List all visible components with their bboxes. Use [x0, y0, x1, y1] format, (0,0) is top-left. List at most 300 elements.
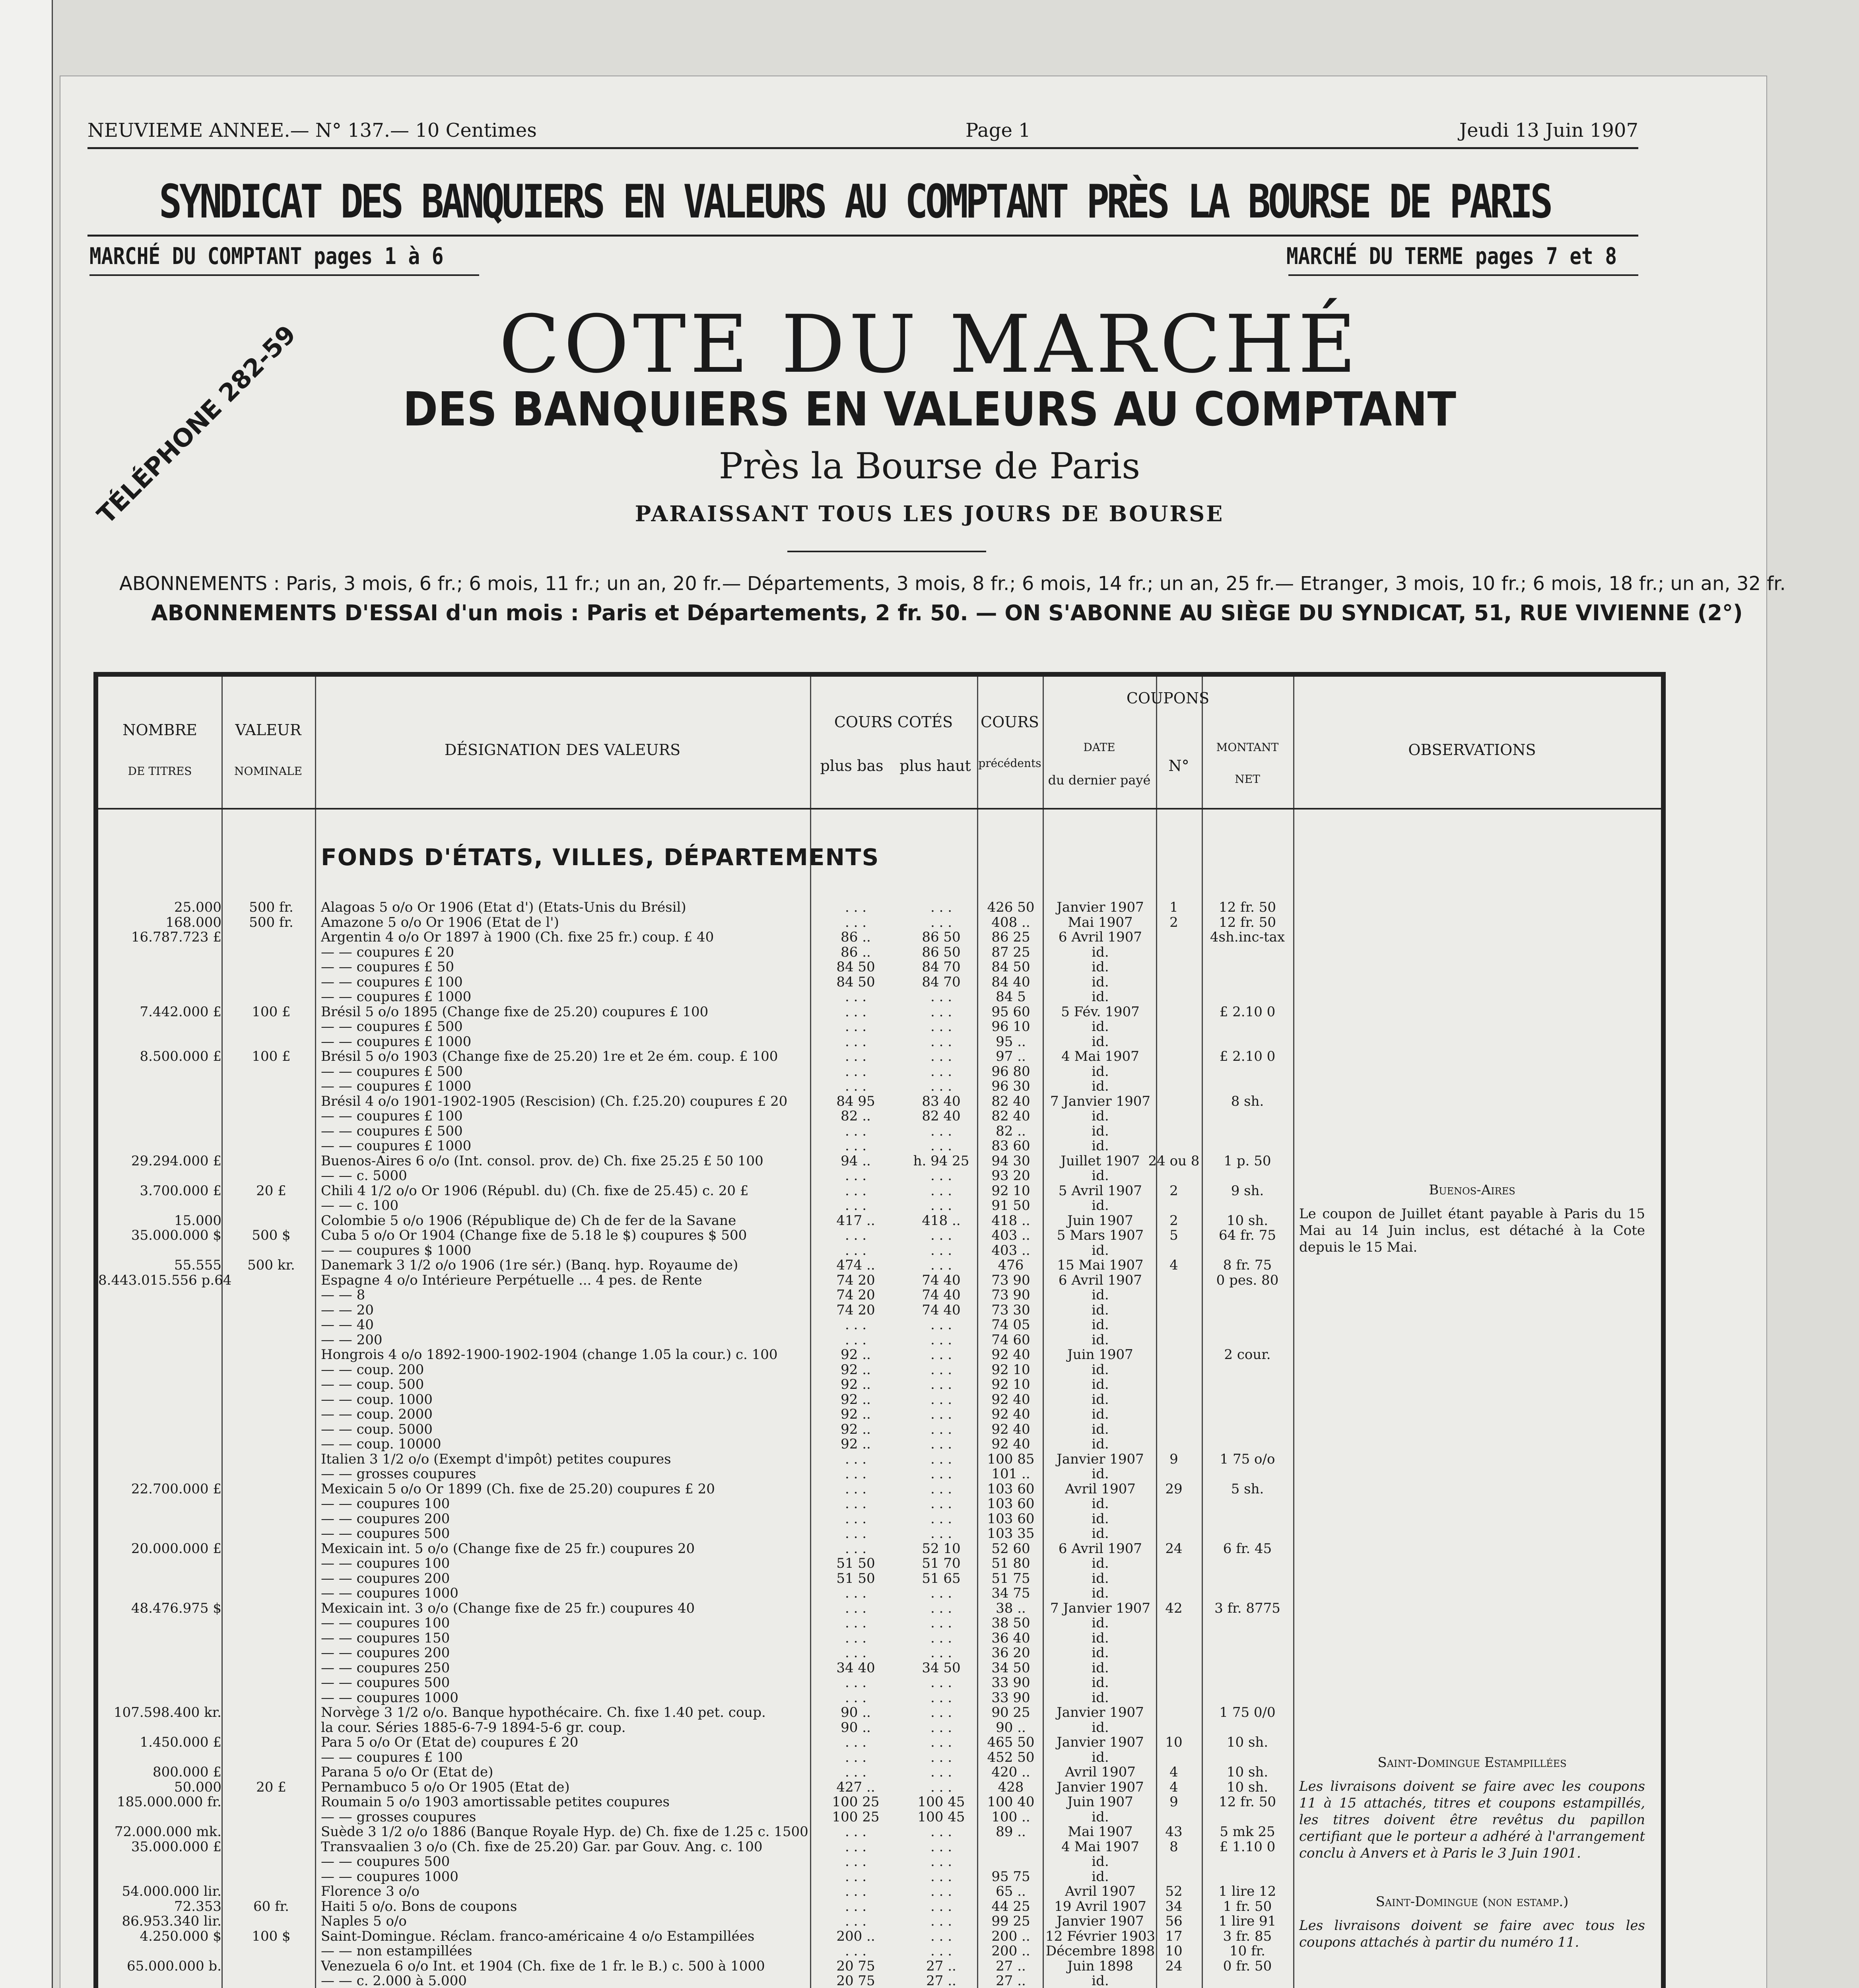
cell-date: id.	[1092, 1376, 1109, 1392]
cell-prec: 38 ..	[996, 1600, 1026, 1616]
cell-des: Chili 4 1/2 o/o Or 1906 (Républ. du) (Ch. fixe de 25.45) c. 20 £	[321, 1182, 749, 1199]
cell-des: — — coupures 1000	[321, 1868, 458, 1885]
cell-des: — — coup. 200	[321, 1361, 424, 1378]
cell-haut: . . .	[930, 1883, 952, 1899]
cell-date: id.	[1092, 1287, 1109, 1303]
cell-date: id.	[1092, 1570, 1109, 1586]
cell-nb: 65.000.000 b.	[126, 1958, 221, 1974]
cell-des: Roumain 5 o/o 1903 amortissable petites coupures	[321, 1794, 670, 1810]
cell-nb: 35.000.000 £	[131, 1839, 221, 1855]
cell-date: Janvier 1907	[1057, 1779, 1144, 1795]
cell-haut: 74 40	[922, 1287, 961, 1303]
obs-saint-domingue-2-title: Saint-Domingue (non estamp.)	[1375, 1894, 1569, 1910]
cell-date: Janvier 1907	[1057, 899, 1144, 915]
table-row	[98, 1302, 1661, 1318]
cell-mt: 12 fr. 50	[1218, 1794, 1276, 1810]
cell-bas: . . .	[845, 1868, 867, 1885]
cell-bas: 417 ..	[836, 1212, 875, 1229]
cell-prec: 426 50	[987, 899, 1035, 915]
cell-date: id.	[1092, 1675, 1109, 1691]
cell-prec: 465 50	[987, 1734, 1035, 1750]
table-row	[98, 1615, 1661, 1631]
cell-bas: 92 ..	[841, 1361, 871, 1378]
cell-date: Mai 1907	[1068, 1824, 1133, 1840]
cell-des: — — coupures £ 100	[321, 974, 463, 990]
cell-val: 60 fr.	[253, 1898, 289, 1914]
table-row	[98, 989, 1661, 1005]
cell-prec: 82 40	[991, 1108, 1030, 1124]
cell-bas: . . .	[845, 1332, 867, 1348]
cell-prec: 476	[998, 1257, 1024, 1273]
cell-des: Haiti 5 o/o. Bons de coupons	[321, 1898, 517, 1914]
cell-date: id.	[1092, 1063, 1109, 1079]
cell-no: 4	[1169, 1779, 1178, 1795]
cell-date: Décembre 1898	[1045, 1943, 1155, 1959]
rule	[787, 551, 986, 552]
cell-des: — — coupures 200	[321, 1510, 450, 1527]
cell-bas: 84 95	[836, 1093, 875, 1109]
cell-prec: 100 40	[987, 1794, 1035, 1810]
cell-haut: . . .	[930, 1466, 952, 1482]
table-row	[98, 1317, 1661, 1333]
table-row	[98, 1526, 1661, 1541]
cell-date: id.	[1092, 1332, 1109, 1348]
cell-haut: . . .	[930, 1421, 952, 1437]
cell-bas: . . .	[845, 1063, 867, 1079]
cell-bas: . . .	[845, 1317, 867, 1333]
cell-bas: 82 ..	[841, 1108, 871, 1124]
table-row	[98, 1481, 1661, 1497]
cell-bas: 92 ..	[841, 1436, 871, 1452]
table-row	[98, 1392, 1661, 1408]
cell-prec: 74 60	[991, 1332, 1030, 1348]
table-row	[98, 944, 1661, 960]
cell-des: Para 5 o/o Or (Etat de) coupures £ 20	[321, 1734, 579, 1750]
cell-bas: . . .	[845, 1645, 867, 1661]
cell-haut: 84 70	[922, 959, 961, 975]
cell-haut: . . .	[930, 1198, 952, 1213]
cell-des: Brésil 5 o/o 1903 (Change fixe de 25.20) 1re et 2e ém. coup. £ 100	[321, 1048, 778, 1064]
cell-des: — — 40	[321, 1317, 374, 1333]
cell-nb: 86.953.340 lir.	[122, 1913, 221, 1929]
cell-des: Brésil 5 o/o 1895 (Change fixe de 25.20) coupures £ 100	[321, 1004, 709, 1020]
cell-nb: 25.000	[174, 899, 221, 915]
cell-prec: 95 60	[991, 1004, 1030, 1020]
cell-nb: 50.000	[174, 1779, 221, 1795]
cell-mt: 5 sh.	[1231, 1481, 1264, 1497]
cell-mt: £ 1.10 0	[1219, 1839, 1276, 1855]
cell-haut: . . .	[930, 1063, 952, 1079]
cell-bas: . . .	[845, 1689, 867, 1706]
cell-prec: 200 ..	[991, 1943, 1030, 1959]
cell-haut: . . .	[930, 1675, 952, 1691]
cell-bas: . . .	[845, 1123, 867, 1139]
cell-haut: . . .	[930, 1824, 952, 1840]
cell-haut: . . .	[930, 1496, 952, 1512]
header-designation: DÉSIGNATION DES VALEURS	[444, 741, 681, 759]
cell-prec: 33 90	[991, 1675, 1030, 1691]
cell-bas: . . .	[845, 1227, 867, 1243]
cell-haut: . . .	[930, 1004, 952, 1020]
cell-no: 24 ou 8	[1148, 1153, 1200, 1169]
header-valeur: VALEUR	[235, 721, 301, 739]
cell-date: id.	[1092, 1510, 1109, 1527]
cell-haut: . . .	[930, 1257, 952, 1273]
cell-no: 9	[1169, 1451, 1178, 1467]
cell-haut: . . .	[930, 1600, 952, 1616]
marche-comptant: MARCHÉ DU COMPTANT pages 1 à 6	[89, 243, 444, 270]
cell-des: Mexicain 5 o/o Or 1899 (Ch. fixe de 25.20) coupures £ 20	[321, 1481, 715, 1497]
cell-prec: 52 60	[991, 1540, 1030, 1557]
cell-haut: 83 40	[922, 1093, 961, 1109]
cell-des: — — coupures 500	[321, 1675, 450, 1691]
cell-prec: 200 ..	[991, 1928, 1030, 1944]
cell-date: 6 Avril 1907	[1058, 1272, 1142, 1288]
cell-des: — — coup. 10000	[321, 1436, 441, 1452]
cell-des: — — coupures 150	[321, 1630, 450, 1646]
main-title: COTE DU MARCHÉ	[499, 298, 1360, 391]
cell-prec: 99 25	[991, 1913, 1030, 1929]
cell-prec: 65 ..	[996, 1883, 1026, 1899]
cell-prec: 73 30	[991, 1302, 1030, 1318]
cell-des: Florence 3 o/o	[321, 1883, 420, 1899]
quotes-table	[93, 672, 1666, 1988]
section-title: FONDS D'ÉTATS, VILLES, DÉPARTEMENTS	[321, 844, 880, 871]
cell-mt: 4sh.inc-tax	[1210, 929, 1285, 945]
cell-bas: 474 ..	[836, 1257, 875, 1273]
cell-des: — — coupures £ 50	[321, 959, 455, 975]
table-row	[98, 1466, 1661, 1482]
cell-no: 24	[1165, 1958, 1183, 1974]
cell-prec: 90 25	[991, 1705, 1030, 1720]
issue-date: Jeudi 13 Juin 1907	[1459, 119, 1638, 142]
cell-bas: . . .	[845, 1913, 867, 1929]
cell-date: Juillet 1907	[1061, 1153, 1140, 1169]
cell-prec: 92 10	[991, 1376, 1030, 1392]
cell-haut: . . .	[930, 1719, 952, 1736]
cell-no: 17	[1165, 1928, 1183, 1944]
table-row	[98, 1347, 1661, 1363]
cell-bas: . . .	[845, 1168, 867, 1184]
cell-prec: 96 80	[991, 1063, 1030, 1079]
cell-date: 5 Fév. 1907	[1061, 1004, 1140, 1020]
table-row	[98, 1376, 1661, 1392]
cell-prec: 91 50	[991, 1198, 1030, 1213]
cell-mt: £ 2.10 0	[1219, 1004, 1276, 1020]
cell-haut: . . .	[930, 1764, 952, 1780]
cell-prec: 97 ..	[996, 1048, 1026, 1064]
cell-prec: 84 40	[991, 974, 1030, 990]
cell-mt: 12 fr. 50	[1218, 914, 1276, 930]
cell-bas: . . .	[845, 1749, 867, 1765]
cell-haut: . . .	[930, 1510, 952, 1527]
cell-date: id.	[1092, 1615, 1109, 1631]
cell-bas: . . .	[845, 1138, 867, 1154]
cell-des: — — coupures £ 1000	[321, 989, 472, 1005]
cell-bas: . . .	[845, 1764, 867, 1780]
cell-no: 2	[1169, 1182, 1178, 1199]
cell-date: 5 Avril 1907	[1058, 1182, 1142, 1199]
cell-des: — — coupures 500	[321, 1526, 450, 1541]
header-plus-bas: plus bas	[820, 757, 884, 775]
cell-haut: h. 94 25	[913, 1153, 969, 1169]
cell-des: — — coupures £ 1000	[321, 1033, 472, 1050]
cell-bas: 74 20	[836, 1272, 875, 1288]
header-dernier-paye: du dernier payé	[1048, 773, 1151, 788]
cell-des: — — coupures £ 500	[321, 1063, 463, 1079]
cell-haut: . . .	[930, 1585, 952, 1601]
cell-haut: . . .	[930, 1689, 952, 1706]
cell-no: 2	[1169, 1212, 1178, 1229]
cell-date: Janvier 1907	[1057, 1734, 1144, 1750]
cell-des: — — non estampillées	[321, 1943, 472, 1959]
cell-date: id.	[1092, 1868, 1109, 1885]
cell-bas: . . .	[845, 1734, 867, 1750]
cell-bas: . . .	[845, 1540, 867, 1557]
table-row	[98, 1541, 1661, 1557]
cell-haut: . . .	[930, 1943, 952, 1959]
cell-mt: 1 75 o/o	[1220, 1451, 1275, 1467]
cell-haut: 74 40	[922, 1302, 961, 1318]
cell-mt: 8 sh.	[1231, 1093, 1264, 1109]
cell-haut: . . .	[930, 1406, 952, 1422]
cell-no: 8	[1169, 1839, 1178, 1855]
cell-date: id.	[1092, 1361, 1109, 1378]
cell-prec: 452 50	[987, 1749, 1035, 1765]
cell-date: id.	[1092, 1585, 1109, 1601]
table-row	[98, 1153, 1661, 1169]
cell-bas: . . .	[845, 1854, 867, 1870]
table-row	[98, 1630, 1661, 1646]
cell-nb: 8.500.000 £	[140, 1048, 221, 1064]
cell-val: 100 $	[252, 1928, 291, 1944]
cell-des: — — coup. 5000	[321, 1421, 433, 1437]
cell-nb: 20.000.000 £	[131, 1540, 221, 1557]
cell-date: id.	[1092, 1719, 1109, 1736]
table-row	[98, 1272, 1661, 1288]
cell-haut: . . .	[930, 1317, 952, 1333]
cell-haut: . . .	[930, 1615, 952, 1631]
syndicat-title: SYNDICAT DES BANQUIERS EN VALEURS AU COMPTANT PRÈS LA BOURSE DE PARIS	[159, 175, 1550, 229]
cell-haut: . . .	[930, 1332, 952, 1348]
cell-des: Transvaalien 3 o/o (Ch. fixe de 25.20) Gar. par Gouv. Ang. c. 100	[321, 1839, 763, 1855]
cell-prec: 420 ..	[991, 1764, 1030, 1780]
header-nominale: NOMINALE	[234, 765, 302, 778]
cell-date: id.	[1092, 1809, 1109, 1825]
cell-des: — — coupures 200	[321, 1645, 450, 1661]
cell-des: — — coupures $ 1000	[321, 1242, 472, 1258]
cell-haut: 27 ..	[926, 1973, 956, 1988]
cell-des: — — coupures 200	[321, 1570, 450, 1586]
issue-info: NEUVIEME ANNEE.— N° 137.— 10 Centimes	[87, 119, 537, 142]
cell-date: id.	[1092, 989, 1109, 1005]
cell-no: 52	[1165, 1883, 1183, 1899]
table-row	[98, 1019, 1661, 1035]
cell-prec: 73 90	[991, 1287, 1030, 1303]
cell-haut: . . .	[930, 899, 952, 915]
cell-bas: . . .	[845, 914, 867, 930]
cell-haut: 86 50	[922, 929, 961, 945]
table-row	[98, 1734, 1661, 1750]
rule	[87, 235, 1638, 237]
cell-des: Cuba 5 o/o Or 1904 (Change fixe de 5.18 le $) coupures $ 500	[321, 1227, 747, 1243]
telephone-number: TÉLÉPHONE 282-59	[91, 319, 302, 530]
cell-date: id.	[1092, 1123, 1109, 1139]
cell-mt: 10 sh.	[1226, 1734, 1268, 1750]
publication-frequency: PARAISSANT TOUS LES JOURS DE BOURSE	[635, 501, 1224, 526]
subscriptions: ABONNEMENTS : Paris, 3 mois, 6 fr.; 6 mois, 11 fr.; un an, 20 fr.— Départements, 3 mois, 8 fr.; 6 mois, 14 fr.; un an, 25 fr.— Etranger, 3 mois, 10 fr.; 6 mois, 18 fr.; un an, 32 fr.	[119, 573, 1786, 595]
cell-des: — — coupures 100	[321, 1555, 450, 1571]
cell-haut: 74 40	[922, 1272, 961, 1288]
rule	[89, 274, 479, 276]
cell-date: id.	[1092, 959, 1109, 975]
header-cours: COURS	[981, 713, 1039, 731]
cell-mt: 10 sh.	[1226, 1779, 1268, 1795]
cell-nb: 4.250.000 $	[140, 1928, 221, 1944]
header-nombre: NOMBRE	[122, 721, 197, 739]
cell-haut: 52 10	[922, 1540, 961, 1557]
cell-haut: . . .	[930, 1033, 952, 1050]
table-row	[98, 1555, 1661, 1571]
cell-bas: . . .	[845, 1615, 867, 1631]
cell-haut: . . .	[930, 1048, 952, 1064]
cell-mt: 0 pes. 80	[1216, 1272, 1279, 1288]
table-row	[98, 1034, 1661, 1050]
cell-des: — — coupures £ 500	[321, 1019, 463, 1035]
cell-haut: . . .	[930, 1481, 952, 1497]
cell-val: 20 £	[256, 1182, 286, 1199]
cell-date: id.	[1092, 1033, 1109, 1050]
cell-val: 100 £	[252, 1004, 291, 1020]
cell-des: Buenos-Aires 6 o/o (Int. consol. prov. de) Ch. fixe 25.25 £ 50 100	[321, 1153, 763, 1169]
cell-nb: 1.450.000 £	[140, 1734, 221, 1750]
cell-date: Janvier 1907	[1057, 1913, 1144, 1929]
cell-prec: 34 75	[991, 1585, 1030, 1601]
cell-bas: 94 ..	[841, 1153, 871, 1169]
cell-bas: 90 ..	[841, 1705, 871, 1720]
table-row	[98, 1869, 1661, 1885]
cell-mt: 10 sh.	[1226, 1764, 1268, 1780]
cell-bas: . . .	[845, 1824, 867, 1840]
cell-no: 5	[1169, 1227, 1178, 1243]
header-observations: OBSERVATIONS	[1408, 741, 1536, 759]
subtitle-location: Près la Bourse de Paris	[719, 445, 1140, 487]
cell-prec: 51 75	[991, 1570, 1030, 1586]
cell-haut: 51 65	[922, 1570, 961, 1586]
cell-nb: 7.442.000 £	[140, 1004, 221, 1020]
cell-des: — — coupures £ 1000	[321, 1138, 472, 1154]
cell-no: 9	[1169, 1794, 1178, 1810]
cell-prec: 74 05	[991, 1317, 1030, 1333]
cell-bas: . . .	[845, 1182, 867, 1199]
cell-des: — — coup. 1000	[321, 1391, 433, 1408]
cell-bas: 92 ..	[841, 1347, 871, 1363]
cell-bas: 51 50	[836, 1570, 875, 1586]
cell-no: 10	[1165, 1734, 1183, 1750]
cell-des: Mexicain int. 3 o/o (Change fixe de 25 fr.) coupures 40	[321, 1600, 695, 1616]
cell-nb: 48.476.975 $	[131, 1600, 221, 1616]
cell-date: Avril 1907	[1065, 1481, 1136, 1497]
cell-prec: 83 60	[991, 1138, 1030, 1154]
cell-mt: 8 fr. 75	[1223, 1257, 1272, 1273]
cell-date: id.	[1092, 1019, 1109, 1035]
header-precedents: précédents	[978, 757, 1041, 770]
cell-des: — — grosses coupures	[321, 1466, 476, 1482]
cell-haut: 418 ..	[922, 1212, 961, 1229]
cell-bas: . . .	[845, 1048, 867, 1064]
cell-des: — — coupures 1000	[321, 1689, 458, 1706]
cell-date: id.	[1092, 1854, 1109, 1870]
cell-bas: . . .	[845, 1943, 867, 1959]
table-row	[98, 1690, 1661, 1706]
cell-date: id.	[1092, 1242, 1109, 1258]
cell-haut: . . .	[930, 1182, 952, 1199]
table-row	[98, 1958, 1661, 1974]
table-row	[98, 1048, 1661, 1064]
cell-haut: 82 40	[922, 1108, 961, 1124]
cell-date: 4 Mai 1907	[1061, 1839, 1139, 1855]
cell-prec: 103 60	[987, 1510, 1035, 1527]
cell-haut: . . .	[930, 1242, 952, 1258]
cell-nb: 800.000 £	[152, 1764, 221, 1780]
cell-prec: 82 40	[991, 1093, 1030, 1109]
cell-prec: 82 ..	[996, 1123, 1026, 1139]
cell-mt: 1 lire 91	[1218, 1913, 1276, 1929]
cell-prec: 92 40	[991, 1347, 1030, 1363]
cell-haut: 34 50	[922, 1660, 961, 1676]
cell-des: Amazone 5 o/o Or 1906 (Etat de l')	[321, 914, 559, 930]
cell-nb: 22.700.000 £	[131, 1481, 221, 1497]
page-header	[87, 119, 1638, 149]
obs-saint-domingue-title: Saint-Domingue Estampillées	[1377, 1755, 1567, 1771]
cell-bas: . . .	[845, 1033, 867, 1050]
table-row	[98, 1078, 1661, 1094]
cell-date: id.	[1092, 1689, 1109, 1706]
cell-haut: . . .	[930, 1138, 952, 1154]
cell-haut: 84 70	[922, 974, 961, 990]
cell-bas: . . .	[845, 1496, 867, 1512]
cell-des: — — c. 5000	[321, 1168, 407, 1184]
cell-prec: 33 90	[991, 1689, 1030, 1706]
cell-bas: 86 ..	[841, 929, 871, 945]
cell-bas: 92 ..	[841, 1406, 871, 1422]
cell-bas: . . .	[845, 1585, 867, 1601]
cell-no: 42	[1165, 1600, 1183, 1616]
marche-terme: MARCHÉ DU TERME pages 7 et 8	[1286, 243, 1617, 270]
header-cours-cotes: COURS COTÉS	[834, 713, 953, 731]
cell-no: 56	[1165, 1913, 1183, 1929]
cell-haut: 100 45	[917, 1809, 965, 1825]
cell-haut: . . .	[930, 1227, 952, 1243]
cell-prec: 95 ..	[996, 1033, 1026, 1050]
cell-prec: 51 80	[991, 1555, 1030, 1571]
cell-nb: 54.000.000 lir.	[122, 1883, 221, 1899]
cell-haut: . . .	[930, 1168, 952, 1184]
cell-no: 2	[1169, 914, 1178, 930]
obs-buenos-aires-text: Le coupon de Juillet étant payable à Paris du 15 Mai au 14 Juin inclus, est détaché à la Cote depuis le 15 Mai.	[1299, 1206, 1645, 1255]
cell-val: 500 $	[252, 1227, 291, 1243]
table-row	[98, 959, 1661, 975]
cell-bas: 20 75	[836, 1958, 875, 1974]
trial-subscriptions: ABONNEMENTS D'ESSAI d'un mois : Paris et Départements, 2 fr. 50. — ON S'ABONNE AU SIÈGE DU SYNDICAT, 51, RUE VIVIENNE (2°)	[151, 600, 1743, 625]
cell-no: 10	[1165, 1943, 1183, 1959]
cell-date: Juin 1907	[1067, 1347, 1133, 1363]
cell-bas: 92 ..	[841, 1421, 871, 1437]
cell-date: 7 Janvier 1907	[1050, 1093, 1151, 1109]
cell-date: 7 Janvier 1907	[1050, 1600, 1151, 1616]
cell-date: id.	[1092, 1526, 1109, 1541]
cell-prec: 84 50	[991, 959, 1030, 975]
